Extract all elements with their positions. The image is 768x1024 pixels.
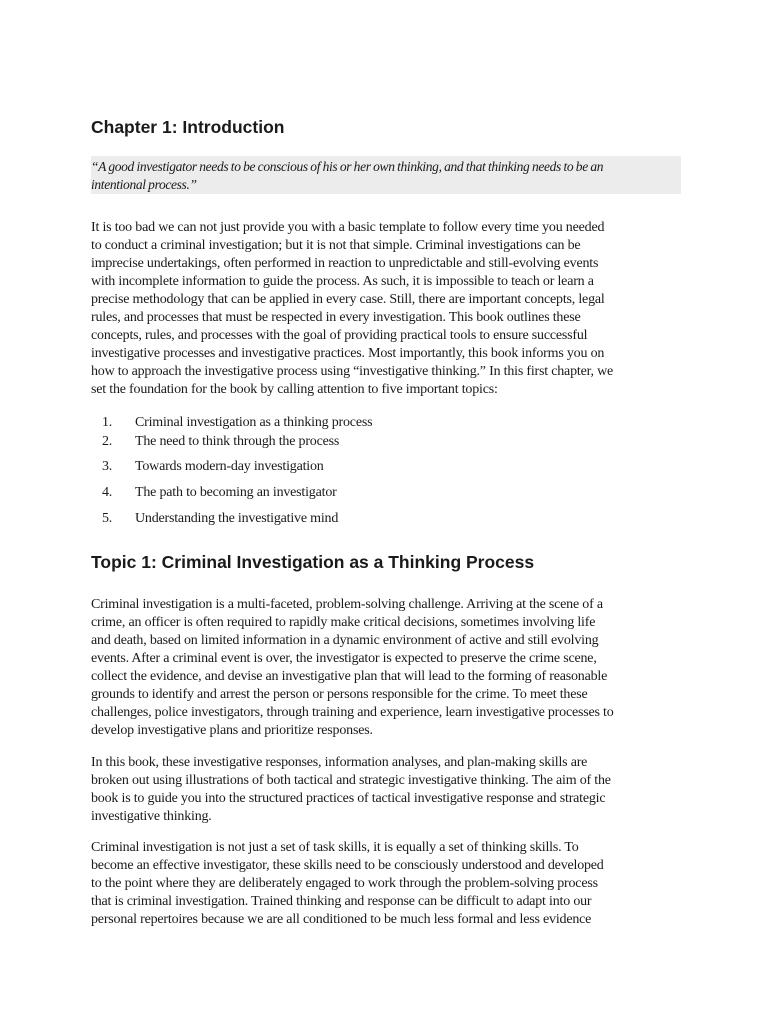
paragraph-line: precise methodology that can be applied in every case. Still, there are important concepts, legal — [91, 292, 605, 307]
list-item-number: 2. — [102, 434, 113, 449]
list-item-number: 5. — [102, 511, 113, 526]
paragraph-line: challenges, police investigators, through training and experience, learn investigative processes to — [91, 705, 614, 720]
body-paragraph — [91, 596, 686, 740]
list-item-label: The need to think through the process — [135, 434, 340, 449]
paragraph-line: Criminal investigation is a multi-faceted, problem-solving challenge. Arriving at the scene of a — [91, 597, 603, 612]
body-paragraph — [91, 839, 686, 929]
paragraph-line: events. After a criminal event is over, the investigator is expected to preserve the crime scene, — [91, 651, 597, 666]
list-item-label: Criminal investigation as a thinking process — [135, 415, 373, 430]
list-item-label: The path to becoming an investigator — [135, 485, 337, 500]
paragraph-line: imprecise undertakings, often performed in reaction to unpredictable and still-evolving events — [91, 256, 599, 271]
section-heading: Topic 1: Criminal Investigation as a Thinking Process — [91, 552, 535, 572]
paragraph-line: In this book, these investigative responses, information analyses, and plan-making skills are — [91, 755, 588, 770]
paragraph-line: concepts, rules, and processes with the goal of providing practical tools to ensure successful — [91, 328, 588, 343]
paragraph-line: to the point where they are deliberately engaged to work through the problem-solving process — [91, 876, 598, 891]
paragraph-line: that is criminal investigation. Trained thinking and response can be difficult to adapt into our — [91, 894, 592, 909]
paragraph-line: It is too bad we can not just provide you with a basic template to follow every time you needed — [91, 220, 605, 235]
list-item-label: Understanding the investigative mind — [135, 511, 339, 526]
paragraph-line: rules, and processes that must be respected in every investigation. This book outlines these — [91, 310, 581, 325]
paragraph-line: grounds to identify and arrest the person or persons responsible for the crime. To meet these — [91, 687, 588, 702]
list-item-number: 3. — [102, 459, 113, 474]
list-item — [91, 414, 372, 432]
list-item — [91, 484, 337, 502]
paragraph-line: Criminal investigation is not just a set of task skills, it is equally a set of thinking skills. To — [91, 840, 579, 855]
paragraph-line: to conduct a criminal investigation; but it is not that simple. Criminal investigations can be — [91, 238, 581, 253]
list-item — [91, 458, 324, 476]
list-item-label: Towards modern-day investigation — [135, 459, 324, 474]
intro-paragraph — [91, 219, 686, 399]
paragraph-line: collect the evidence, and devise an investigative plan that will lead to the forming of reasonable — [91, 669, 608, 684]
paragraph-line: personal repertoires because we are all conditioned to be much less formal and less evidence — [91, 912, 592, 927]
paragraph-line: and death, based on limited information in a dynamic environment of active and still evolving — [91, 633, 599, 648]
paragraph-line: how to approach the investigative process using “investigative thinking.” In this first chapter, we — [91, 364, 614, 379]
list-item-number: 1. — [102, 415, 113, 430]
chapter-title: Chapter 1: Introduction — [91, 117, 285, 137]
list-item — [91, 510, 338, 528]
epigraph-line: “A good investigator needs to be conscious of his or her own thinking, and that thinking needs to be an — [91, 159, 604, 174]
epigraph-quote — [91, 156, 681, 194]
epigraph-line: intentional process.” — [91, 176, 197, 192]
paragraph-line: investigative thinking. — [91, 809, 212, 824]
body-paragraph — [91, 754, 686, 826]
paragraph-line: investigative processes and investigative practices. Most importantly, this book informs you on — [91, 346, 605, 361]
list-item-number: 4. — [102, 485, 113, 500]
paragraph-line: book is to guide you into the structured practices of tactical investigative response and strategic — [91, 791, 606, 806]
paragraph-line: become an effective investigator, these skills need to be consciously understood and developed — [91, 858, 604, 873]
paragraph-line: develop investigative plans and prioritize responses. — [91, 723, 373, 738]
paragraph-line: crime, an officer is often required to rapidly make critical decisions, sometimes involving life — [91, 615, 596, 630]
paragraph-line: with incomplete information to guide the process. As such, it is impossible to teach or learn a — [91, 274, 594, 289]
paragraph-line: set the foundation for the book by calling attention to five important topics: — [91, 382, 498, 397]
list-item — [91, 433, 339, 451]
paragraph-line: broken out using illustrations of both tactical and strategic investigative thinking. The aim of the — [91, 773, 611, 788]
